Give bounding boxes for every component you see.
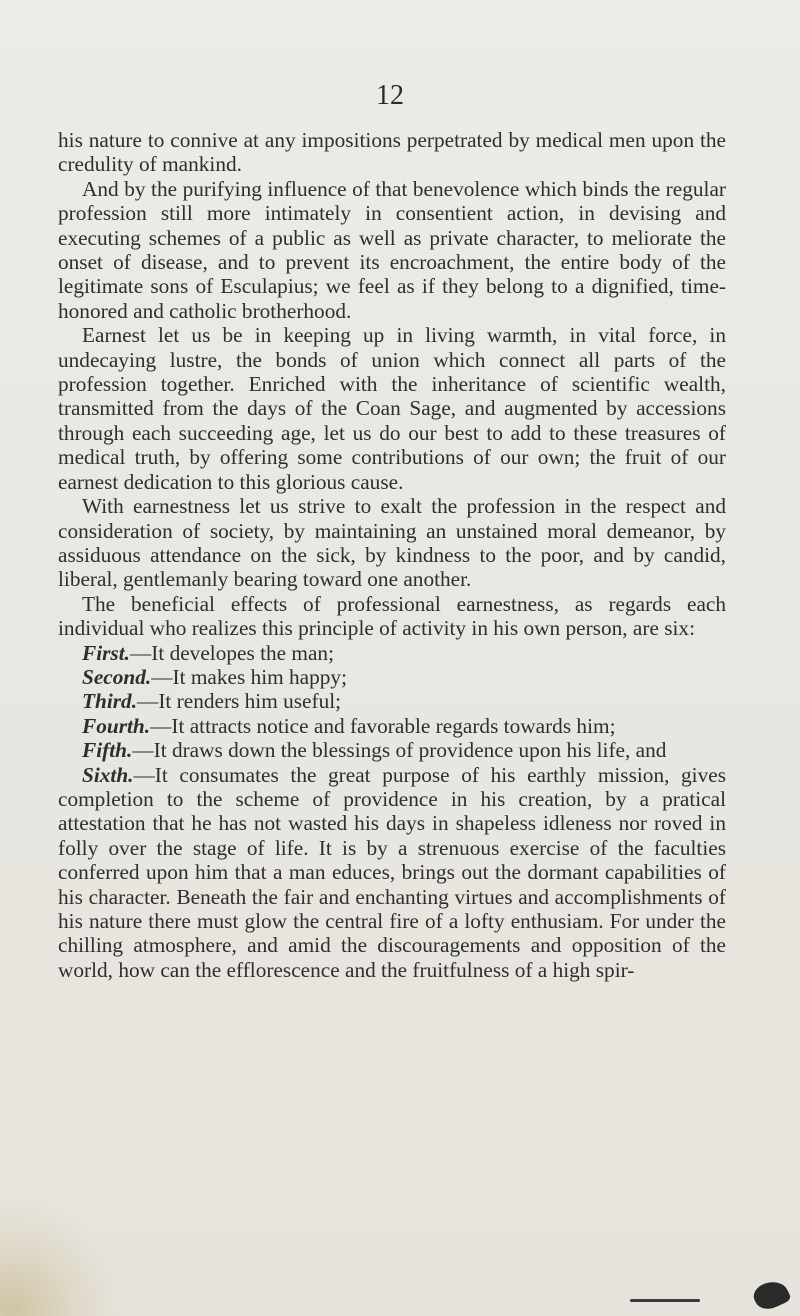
- item-text: —It draws down the blessings of providence upon his life, and: [132, 738, 667, 763]
- item-text: —It attracts notice and favorable regards towards him;: [150, 713, 616, 738]
- paragraph: With earnestness let us strive to exalt the profession in the respect and consideration of society, by maintaining an unstained moral demeanor, by assiduous attendance on the sick, by kindness to the poor, and by candid, liberal, gentlemanly bearing toward one another.: [58, 494, 726, 592]
- body-text: [58, 128, 726, 982]
- item-label: Fourth.: [82, 713, 151, 738]
- list-item: [58, 641, 726, 665]
- item-label: Second.: [82, 664, 152, 689]
- item-text: —It makes him happy;: [151, 664, 347, 689]
- list-item: [58, 763, 726, 983]
- ink-blot: [750, 1276, 792, 1314]
- list-item: [58, 738, 726, 762]
- page-number: 12: [376, 80, 404, 111]
- item-text: —It consumates the great purpose of his earthly mission, gives completion to the scheme of providence in his creation, by a pratical attestation that he has not wasted his days in shapeless idleness nor roved in folly over the stage of life. It is by a strenuous exercise of the faculties conferred upon him that a man educes, brings out the dormant capabilities of his character. Beneath the fair and enchanting virtues and accomplishments of his nature there must glow the central fire of a lofty enthusiam. For under the chilling atmosphere, and amid the discouragements and opposition of the world, how can the efflorescence and the fruitfulness of a high spir-: [58, 762, 726, 982]
- list-item: [58, 689, 726, 713]
- paper-stain: [0, 1196, 120, 1316]
- item-label: Sixth.: [82, 762, 134, 787]
- ink-mark: [630, 1299, 700, 1302]
- paragraph: And by the purifying influence of that benevolence which binds the regular profession still more intimately in consentient action, in devising and executing schemes of a public as well as private character, to meliorate the onset of disease, and to prevent its encroachment, the entire body of the legitimate sons of Esculapius; we feel as if they belong to a dignified, time-honored and catholic brotherhood.: [58, 176, 726, 323]
- item-text: —It renders him useful;: [137, 689, 342, 714]
- item-label: Fifth.: [82, 738, 133, 763]
- list-item: [58, 665, 726, 689]
- paragraph: The beneficial effects of professional earnestness, as regards each individual who realizes this principle of activity in his own person, are six:: [58, 591, 726, 641]
- paragraph: Earnest let us be in keeping up in living warmth, in vital force, in undecaying lustre, the bonds of union which connect all parts of the profession together. Enriched with the inheritance of scientific wealth, transmitted from the days of the Coan Sage, and augmented by accessions through each succeeding age, let us do our best to add to these treasures of medical truth, by offering some contributions of our own; the fruit of our earnest dedication to this glorious cause.: [58, 323, 726, 494]
- paragraph: his nature to connive at any impositions perpetrated by medical men upon the credulity of mankind.: [58, 128, 726, 177]
- item-label: Third.: [82, 689, 138, 714]
- list-item: [58, 714, 726, 738]
- item-label: First.: [82, 640, 130, 665]
- item-text: —It developes the man;: [129, 640, 334, 665]
